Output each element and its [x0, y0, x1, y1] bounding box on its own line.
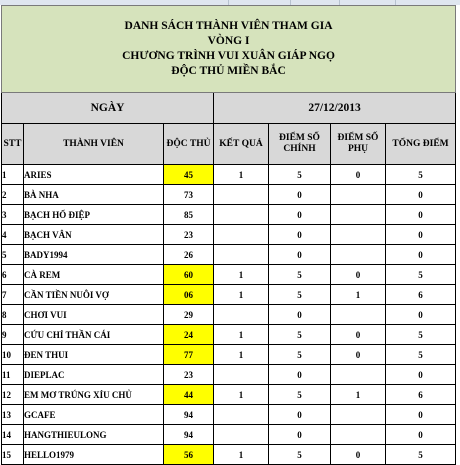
cell-member-name[interactable]: ĐEN THUI [24, 345, 164, 365]
header-ket-qua[interactable]: KẾT QUẢ [214, 124, 269, 165]
cell-doc-thu[interactable]: 60 [164, 265, 214, 285]
table-row [2, 305, 456, 325]
cell-tong-diem[interactable]: 0 [386, 225, 456, 245]
table-row [2, 365, 456, 385]
cell-ket-qua[interactable] [214, 425, 269, 445]
cell-diem-phu[interactable]: 0 [331, 165, 386, 185]
cell-member-name[interactable]: CẦN TIỀN NUÔI VỢ [24, 285, 164, 305]
cell-member-name[interactable]: GCAFE [24, 405, 164, 425]
cell-diem-chinh[interactable]: 0 [269, 365, 331, 385]
cell-diem-phu[interactable]: 0 [331, 325, 386, 345]
cell-tong-diem[interactable]: 5 [386, 265, 456, 285]
cell-diem-chinh[interactable]: 0 [269, 425, 331, 445]
table-row [2, 425, 456, 445]
cell-tong-diem[interactable]: 6 [386, 385, 456, 405]
cell-diem-chinh[interactable]: 5 [269, 445, 331, 465]
cell-diem-chinh[interactable]: 0 [269, 205, 331, 225]
header-stt[interactable]: STT [2, 124, 24, 165]
cell-tong-diem[interactable]: 0 [386, 425, 456, 445]
cell-member-name[interactable]: HELLO1979 [24, 445, 164, 465]
table-row [2, 345, 456, 365]
table-row [2, 405, 456, 425]
cell-tong-diem[interactable]: 0 [386, 245, 456, 265]
cell-tong-diem[interactable]: 5 [386, 325, 456, 345]
cell-doc-thu[interactable]: 26 [164, 245, 214, 265]
cell-diem-phu[interactable] [331, 245, 386, 265]
cell-diem-chinh[interactable]: 5 [269, 345, 331, 365]
table-row [2, 445, 456, 465]
cell-stt[interactable]: 9 [2, 325, 24, 345]
cell-ket-qua[interactable]: 1 [214, 265, 269, 285]
cell-doc-thu[interactable]: 23 [164, 365, 214, 385]
cell-member-name[interactable]: DIEPLAC [24, 365, 164, 385]
cell-ket-qua[interactable] [214, 365, 269, 385]
title-line-2: VÒNG I [207, 35, 250, 47]
cell-doc-thu[interactable]: 85 [164, 205, 214, 225]
cell-diem-chinh[interactable]: 5 [269, 285, 331, 305]
header-diem-chinh[interactable]: ĐIỂM SỐ CHÍNH [269, 124, 331, 165]
cell-doc-thu[interactable]: 94 [164, 405, 214, 425]
cell-tong-diem[interactable]: 0 [386, 185, 456, 205]
cell-tong-diem[interactable]: 0 [386, 305, 456, 325]
cell-member-name[interactable]: BẠCH HỔ ĐIỆP [24, 205, 164, 225]
cell-ket-qua[interactable] [214, 225, 269, 245]
cell-diem-chinh[interactable]: 0 [269, 245, 331, 265]
cell-tong-diem[interactable]: 0 [386, 365, 456, 385]
cell-stt[interactable]: 12 [2, 385, 24, 405]
cell-stt[interactable]: 11 [2, 365, 24, 385]
table-row [2, 225, 456, 245]
cell-ket-qua[interactable]: 1 [214, 285, 269, 305]
cell-ket-qua[interactable]: 1 [214, 385, 269, 405]
title-line-3: CHƯƠNG TRÌNH VUI XUÂN GIÁP NGỌ [122, 50, 335, 62]
cell-diem-phu[interactable] [331, 185, 386, 205]
cell-diem-phu[interactable] [331, 305, 386, 325]
cell-doc-thu[interactable]: 77 [164, 345, 214, 365]
cell-stt[interactable]: 1 [2, 165, 24, 185]
member-table [1, 5, 456, 465]
cell-diem-phu[interactable]: 1 [331, 385, 386, 405]
title-line-4: ĐỘC THỦ MIỀN BẮC [171, 65, 286, 77]
header-diem-phu[interactable]: ĐIỂM SỐ PHỤ [331, 124, 386, 165]
cell-diem-chinh[interactable]: 0 [269, 225, 331, 245]
table-row [2, 205, 456, 225]
table-row [2, 185, 456, 205]
header-thanh-vien[interactable]: THÀNH VIÊN [24, 124, 164, 165]
cell-ket-qua[interactable] [214, 245, 269, 265]
cell-diem-phu[interactable] [331, 225, 386, 245]
table-row [2, 285, 456, 305]
cell-ket-qua[interactable]: 1 [214, 345, 269, 365]
cell-doc-thu[interactable]: 94 [164, 425, 214, 445]
cell-stt[interactable]: 14 [2, 425, 24, 445]
cell-stt[interactable]: 10 [2, 345, 24, 365]
cell-stt[interactable]: 6 [2, 265, 24, 285]
title-line-1: DANH SÁCH THÀNH VIÊN THAM GIA [124, 20, 333, 32]
sheet-title[interactable] [2, 6, 456, 93]
table-row [2, 165, 456, 185]
cell-tong-diem[interactable]: 5 [386, 165, 456, 185]
cell-stt[interactable]: 2 [2, 185, 24, 205]
cell-member-name[interactable]: CỨU CHỈ THẦN CÁI [24, 325, 164, 345]
cell-stt[interactable]: 8 [2, 305, 24, 325]
header-tong-diem[interactable]: TỔNG ĐIỂM [386, 124, 456, 165]
cell-diem-phu[interactable] [331, 425, 386, 445]
cell-diem-chinh[interactable]: 5 [269, 385, 331, 405]
cell-member-name[interactable]: EM MƠ TRÚNG XỈU CHỦ [24, 385, 164, 405]
table-row [2, 325, 456, 345]
cell-diem-phu[interactable] [331, 405, 386, 425]
cell-ket-qua[interactable] [214, 405, 269, 425]
cell-doc-thu[interactable]: 44 [164, 385, 214, 405]
cell-doc-thu[interactable]: 73 [164, 185, 214, 205]
cell-member-name[interactable]: HANGTHIEULONG [24, 425, 164, 445]
cell-member-name[interactable]: BẠCH VÂN [24, 225, 164, 245]
cell-doc-thu[interactable]: 23 [164, 225, 214, 245]
cell-diem-chinh[interactable]: 5 [269, 165, 331, 185]
cell-stt[interactable]: 7 [2, 285, 24, 305]
cell-diem-chinh[interactable]: 0 [269, 185, 331, 205]
cell-diem-phu[interactable]: 1 [331, 285, 386, 305]
cell-doc-thu[interactable]: 56 [164, 445, 214, 465]
cell-tong-diem[interactable]: 6 [386, 285, 456, 305]
cell-diem-chinh[interactable]: 0 [269, 405, 331, 425]
header-doc-thu[interactable]: ĐỘC THỦ [164, 124, 214, 165]
cell-diem-phu[interactable] [331, 205, 386, 225]
cell-tong-diem[interactable]: 5 [386, 445, 456, 465]
cell-doc-thu[interactable]: 45 [164, 165, 214, 185]
cell-doc-thu[interactable]: 29 [164, 305, 214, 325]
cell-diem-chinh[interactable]: 5 [269, 265, 331, 285]
cell-diem-chinh[interactable]: 0 [269, 305, 331, 325]
cell-diem-phu[interactable]: 0 [331, 265, 386, 285]
table-row [2, 245, 456, 265]
cell-tong-diem[interactable]: 5 [386, 345, 456, 365]
cell-member-name[interactable]: BÀ NHA [24, 185, 164, 205]
cell-stt[interactable]: 5 [2, 245, 24, 265]
cell-diem-phu[interactable] [331, 365, 386, 385]
cell-member-name[interactable]: CÀ REM [24, 265, 164, 285]
cell-ket-qua[interactable]: 1 [214, 165, 269, 185]
ngay-label[interactable]: NGÀY [2, 93, 214, 124]
cell-member-name[interactable]: ARIES [24, 165, 164, 185]
cell-stt[interactable]: 4 [2, 225, 24, 245]
cell-ket-qua[interactable] [214, 185, 269, 205]
cell-tong-diem[interactable]: 0 [386, 405, 456, 425]
cell-diem-phu[interactable]: 0 [331, 445, 386, 465]
cell-ket-qua[interactable]: 1 [214, 445, 269, 465]
cell-doc-thu[interactable]: 24 [164, 325, 214, 345]
cell-stt[interactable]: 13 [2, 405, 24, 425]
cell-ket-qua[interactable]: 1 [214, 325, 269, 345]
cell-member-name[interactable]: BADY1994 [24, 245, 164, 265]
table-row [2, 265, 456, 285]
cell-diem-chinh[interactable]: 5 [269, 325, 331, 345]
cell-ket-qua[interactable] [214, 205, 269, 225]
cell-tong-diem[interactable]: 0 [386, 205, 456, 225]
cell-doc-thu[interactable]: 06 [164, 285, 214, 305]
cell-stt[interactable]: 15 [2, 445, 24, 465]
cell-diem-phu[interactable]: 0 [331, 345, 386, 365]
date-value[interactable]: 27/12/2013 [214, 93, 456, 124]
cell-ket-qua[interactable] [214, 305, 269, 325]
table-row [2, 385, 456, 405]
cell-member-name[interactable]: CHƠI VUI [24, 305, 164, 325]
cell-stt[interactable]: 3 [2, 205, 24, 225]
